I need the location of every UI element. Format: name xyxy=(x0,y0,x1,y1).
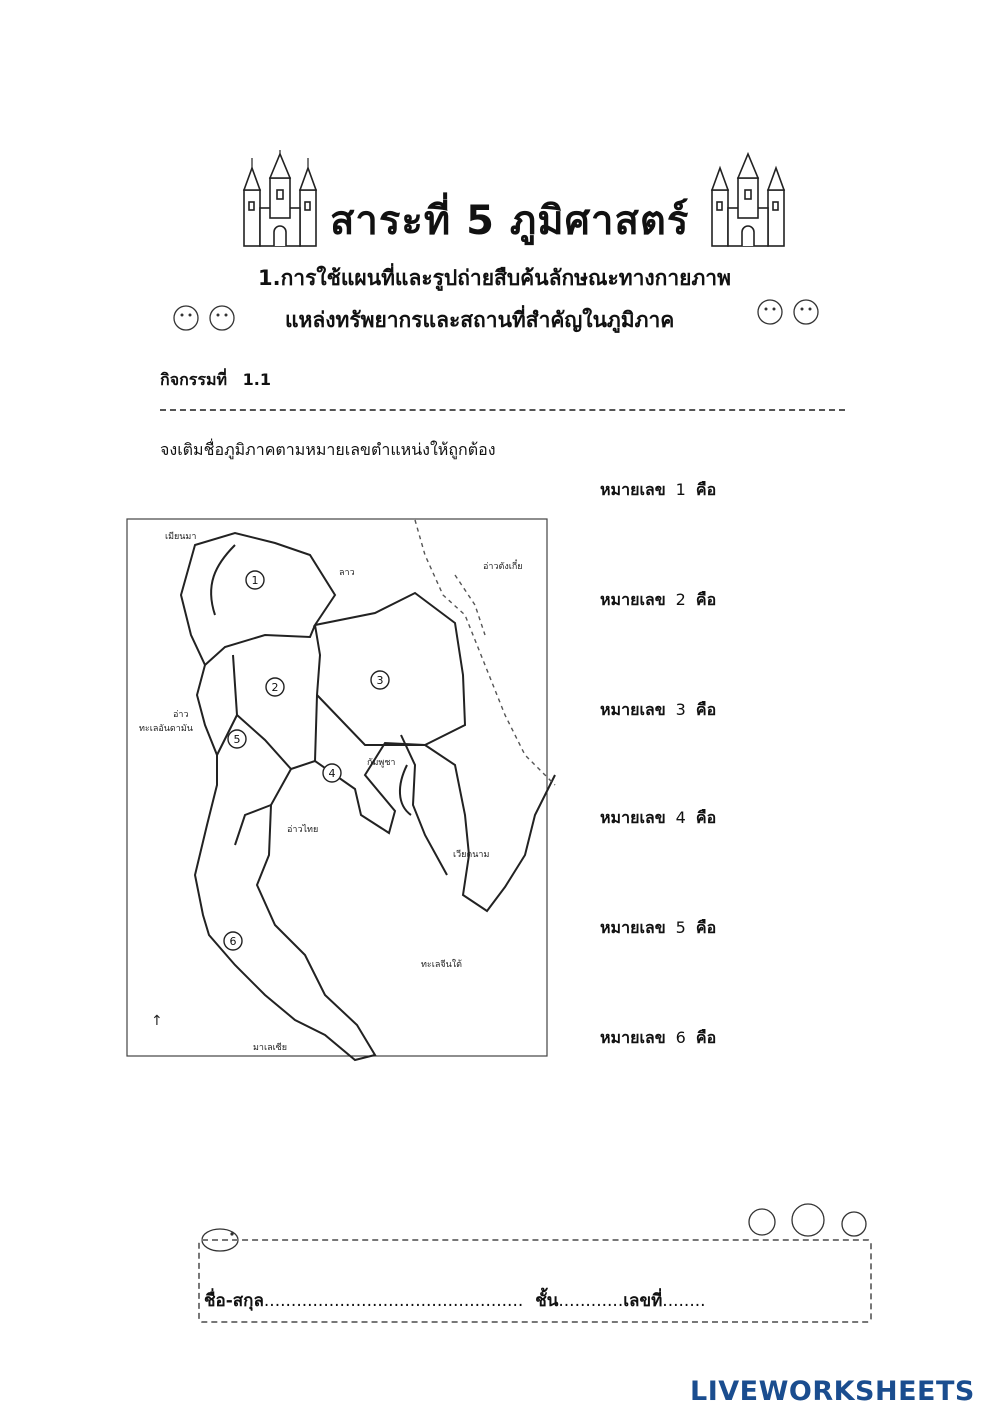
region-number-5: 5 xyxy=(233,733,241,746)
page-title: สาระที่ 5 ภูมิศาสตร์ xyxy=(330,198,690,244)
label-bay: อ่าว xyxy=(173,710,189,720)
region-number-6: 6 xyxy=(229,935,237,948)
activity-heading xyxy=(160,368,271,393)
class-field[interactable]: ............ xyxy=(558,1291,624,1311)
castle-right-icon xyxy=(704,150,792,250)
label-gulf-tonkin: อ่าวตังเกี๋ย xyxy=(483,562,523,572)
brand-logo: LIVEWORKSHEETS xyxy=(690,1376,975,1407)
label-south-china-sea: ทะเลจีนใต้ xyxy=(421,960,463,970)
question-1: หมายเลข 1 คือ xyxy=(600,480,717,499)
subtitle-line-1: 1.การใช้แผนที่และรูปถ่ายสืบค้นลักษณะทางกายภาพ xyxy=(258,266,731,290)
name-label: ชื่อ-สกุล xyxy=(204,1291,264,1311)
activity-label: กิจกรรมที่ xyxy=(160,370,228,389)
subtitle-line-2: แหล่งทรัพยากรและสถานที่สำคัญในภูมิภาค xyxy=(285,308,675,332)
number-label: เลขที่ xyxy=(623,1291,663,1311)
birds-footer-right-icon xyxy=(740,1200,880,1242)
question-6: หมายเลข 6 คือ xyxy=(600,1028,717,1047)
thailand-map xyxy=(125,515,575,1085)
castle-left-icon xyxy=(236,150,324,250)
region-number-2: 2 xyxy=(271,681,279,694)
label-cambodia: กัมพูชา xyxy=(367,758,396,768)
label-andaman: ทะเลอันดามัน xyxy=(139,724,193,734)
number-field[interactable]: ........ xyxy=(662,1291,706,1311)
question-2: หมายเลข 2 คือ xyxy=(600,590,717,609)
question-5: หมายเลข 5 คือ xyxy=(600,918,717,937)
label-laos: ลาว xyxy=(339,568,355,578)
divider xyxy=(160,409,845,411)
question-3: หมายเลข 3 คือ xyxy=(600,700,717,719)
region-number-1: 1 xyxy=(251,574,259,587)
label-malaysia: มาเลเซีย xyxy=(253,1043,288,1053)
question-4: หมายเลข 4 คือ xyxy=(600,808,717,827)
region-number-3: 3 xyxy=(376,674,384,687)
student-info-line xyxy=(204,1287,706,1314)
label-gulf-thailand: อ่าวไทย xyxy=(287,825,319,835)
label-vietnam: เวียดนาม xyxy=(453,850,490,860)
region-number-4: 4 xyxy=(328,767,336,780)
activity-number: 1.1 xyxy=(242,370,271,389)
birds-right-icon xyxy=(750,292,830,332)
class-label: ชั้น xyxy=(535,1291,559,1311)
name-field[interactable]: ................................................ xyxy=(263,1291,524,1311)
instruction-text: จงเติมชื่อภูมิภาคตามหมายเลขตำแหน่งให้ถูกต้อง xyxy=(160,440,496,459)
birds-left-icon xyxy=(166,298,246,338)
north-arrow-icon: ↑ xyxy=(151,1013,163,1029)
label-myanmar: เมียนมา xyxy=(165,532,197,542)
